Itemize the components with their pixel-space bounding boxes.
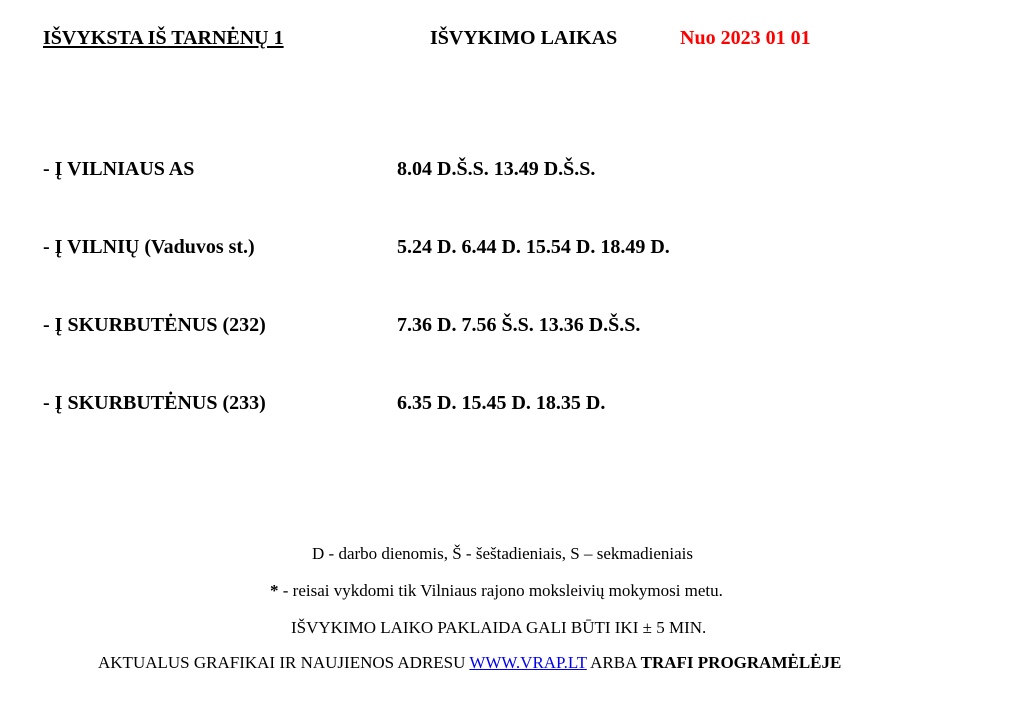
route-destination: - Į SKURBUTĖNUS (232): [43, 314, 266, 336]
stop-name: IŠVYKSTA IŠ TARNĖNŲ 1: [43, 27, 284, 49]
route-destination: - Į SKURBUTĖNUS (233): [43, 392, 266, 414]
asterisk-marker: *: [270, 581, 279, 600]
route-times: 7.36 D. 7.56 Š.S. 13.36 D.Š.S.: [397, 314, 641, 336]
valid-from-date: Nuo 2023 01 01: [680, 27, 811, 49]
route-row: [0, 314, 1028, 342]
deviation-text: IŠVYKIMO LAIKO PAKLAIDA GALI BŪTI IKI ± 5 MIN.: [291, 618, 707, 637]
route-destination: - Į VILNIŲ (Vaduvos st.): [43, 236, 255, 258]
info-middle: ARBA: [586, 653, 641, 672]
route-row: [0, 158, 1028, 186]
asterisk-text: - reisai vykdomi tik Vilniaus rajono moksleivių mokymosi metu.: [278, 581, 723, 600]
website-link[interactable]: WWW.VRAP.LT: [469, 653, 587, 672]
route-times: 5.24 D. 6.44 D. 15.54 D. 18.49 D.: [397, 236, 670, 258]
route-row: [0, 392, 1028, 420]
departure-time-label: IŠVYKIMO LAIKAS: [430, 27, 618, 49]
info-prefix: AKTUALUS GRAFIKAI IR NAUJIENOS ADRESU: [98, 653, 470, 672]
route-times: 6.35 D. 15.45 D. 18.35 D.: [397, 392, 606, 414]
timetable-header: [0, 27, 1028, 53]
route-times: 8.04 D.Š.S. 13.49 D.Š.S.: [397, 158, 596, 180]
route-destination: - Į VILNIAUS AS: [43, 158, 195, 180]
legend-text: D - darbo dienomis, Š - šeštadieniais, S – sekmadieniais: [312, 544, 694, 563]
route-row: [0, 236, 1028, 264]
trafi-app-text: TRAFI PROGRAMĖLĖJE: [640, 653, 842, 672]
